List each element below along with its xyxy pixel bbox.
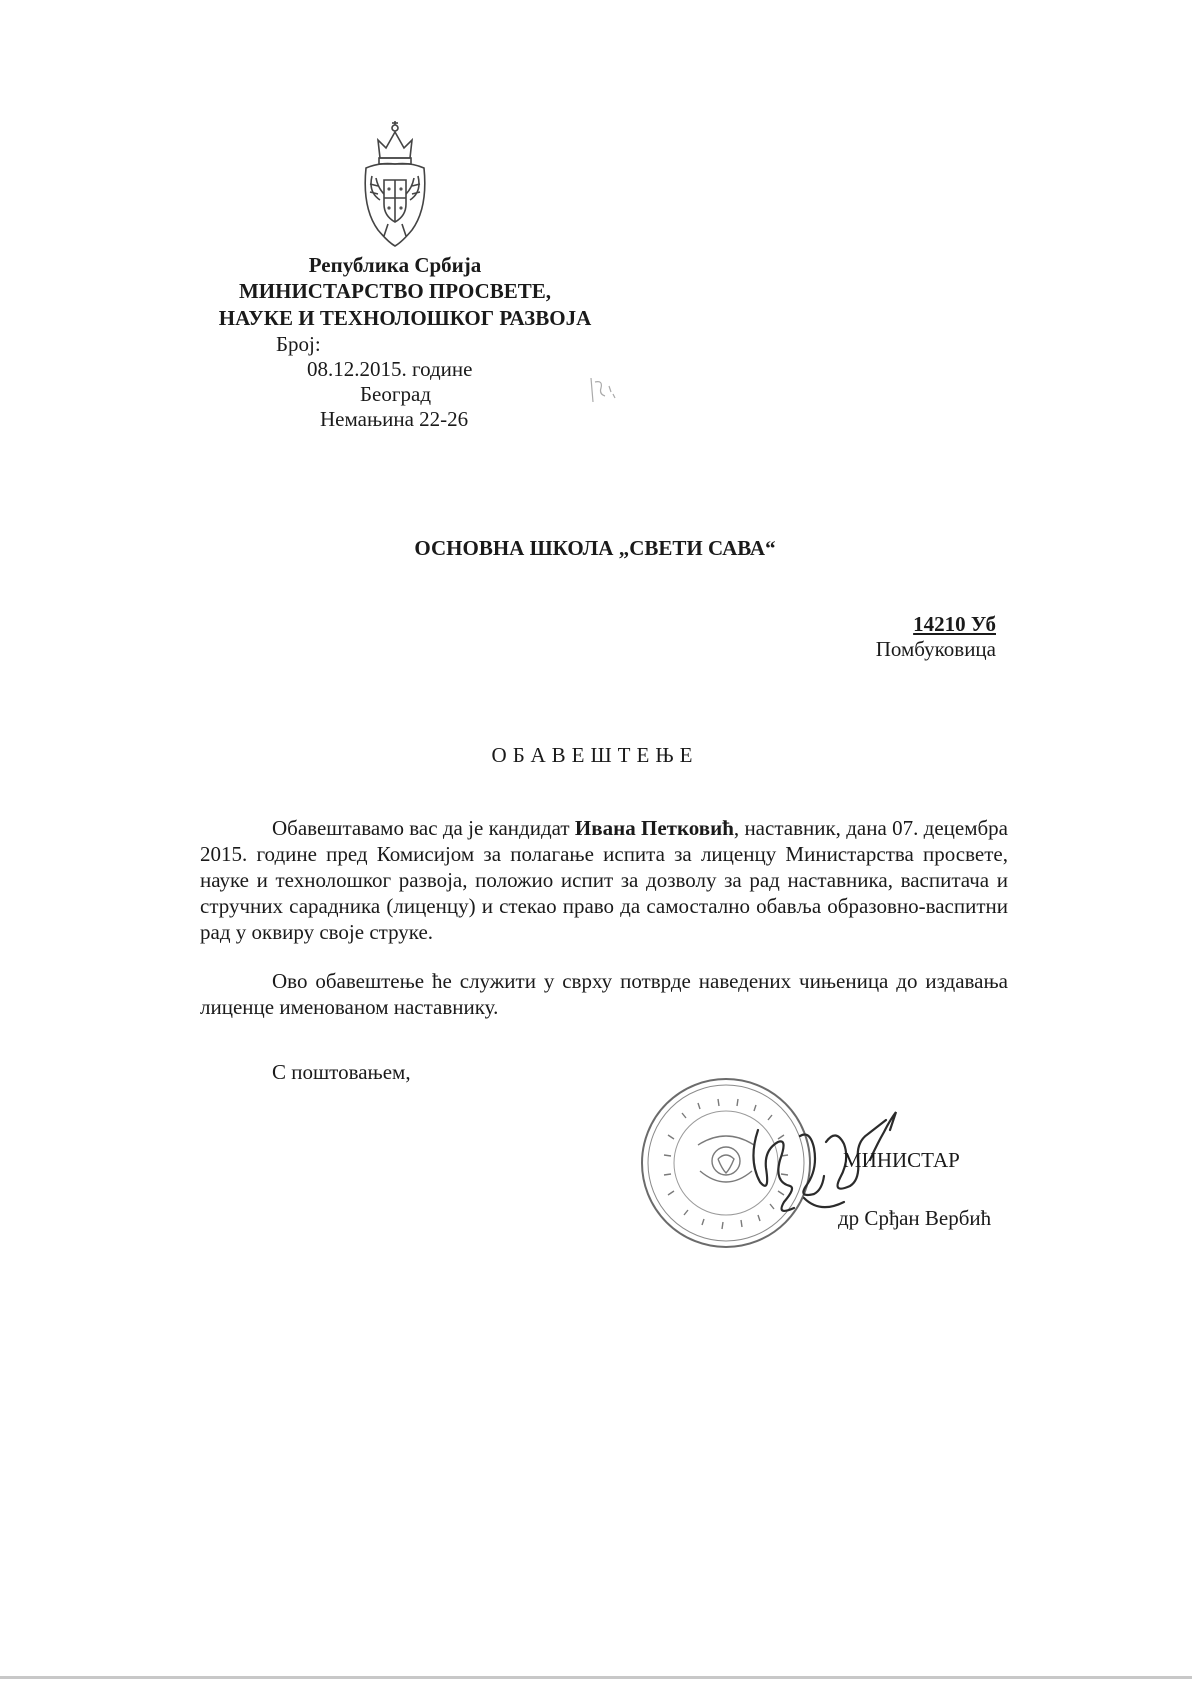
closing-salutation: С поштовањем, — [272, 1060, 411, 1084]
header-ministry-line2: НАУКЕ И ТЕХНОЛОШКОГ РАЗВОЈА — [218, 306, 592, 330]
signer-name: др Срђан Вербић — [838, 1206, 992, 1230]
signer-role: МИНИСТАР — [843, 1148, 960, 1172]
document-city: Београд — [360, 382, 431, 406]
document-date: 08.12.2015. године — [307, 357, 473, 381]
scan-bottom-edge — [0, 1676, 1192, 1679]
recipient-school: ОСНОВНА ШКОЛА „СВЕТИ САВА“ — [414, 536, 776, 560]
candidate-name: Ивана Петковић — [574, 816, 734, 840]
recipient-postal-code: 14210 Уб — [913, 612, 996, 636]
document-address: Немањина 22-26 — [320, 407, 469, 431]
notice-paragraph-2: Ово обавештење ће служити у сврху потврде наведених чињеница до издавања лиценце именованом наставнику. — [200, 969, 1008, 1019]
document-title: ОБАВЕШТЕЊЕ — [491, 743, 699, 767]
header-country: Република Србија — [308, 253, 482, 277]
paragraph-1-rest: , наставник, дана 07. децембра 2015. године пред Комисијом за полагање испита за лиценцу Министарства просвете, науке и технолошког развоја, положио испит за дозволу за рад наставника, васпитача и стручних сарадника (лиценцу) и стекао право да самостално обавља образовно-васпитни рад у оквиру своје струке. — [200, 816, 1008, 944]
notice-paragraph-1 — [200, 815, 1008, 945]
document-number-label: Број: — [276, 332, 321, 356]
header-ministry-line1: МИНИСТАРСТВО ПРОСВЕТЕ, — [238, 279, 552, 303]
recipient-place: Помбуковица — [875, 637, 996, 661]
coat-of-arms-icon — [358, 118, 432, 250]
pencil-mark-icon — [585, 372, 621, 412]
paragraph-1-lead: Обавештавамо вас да је кандидат — [272, 816, 575, 840]
